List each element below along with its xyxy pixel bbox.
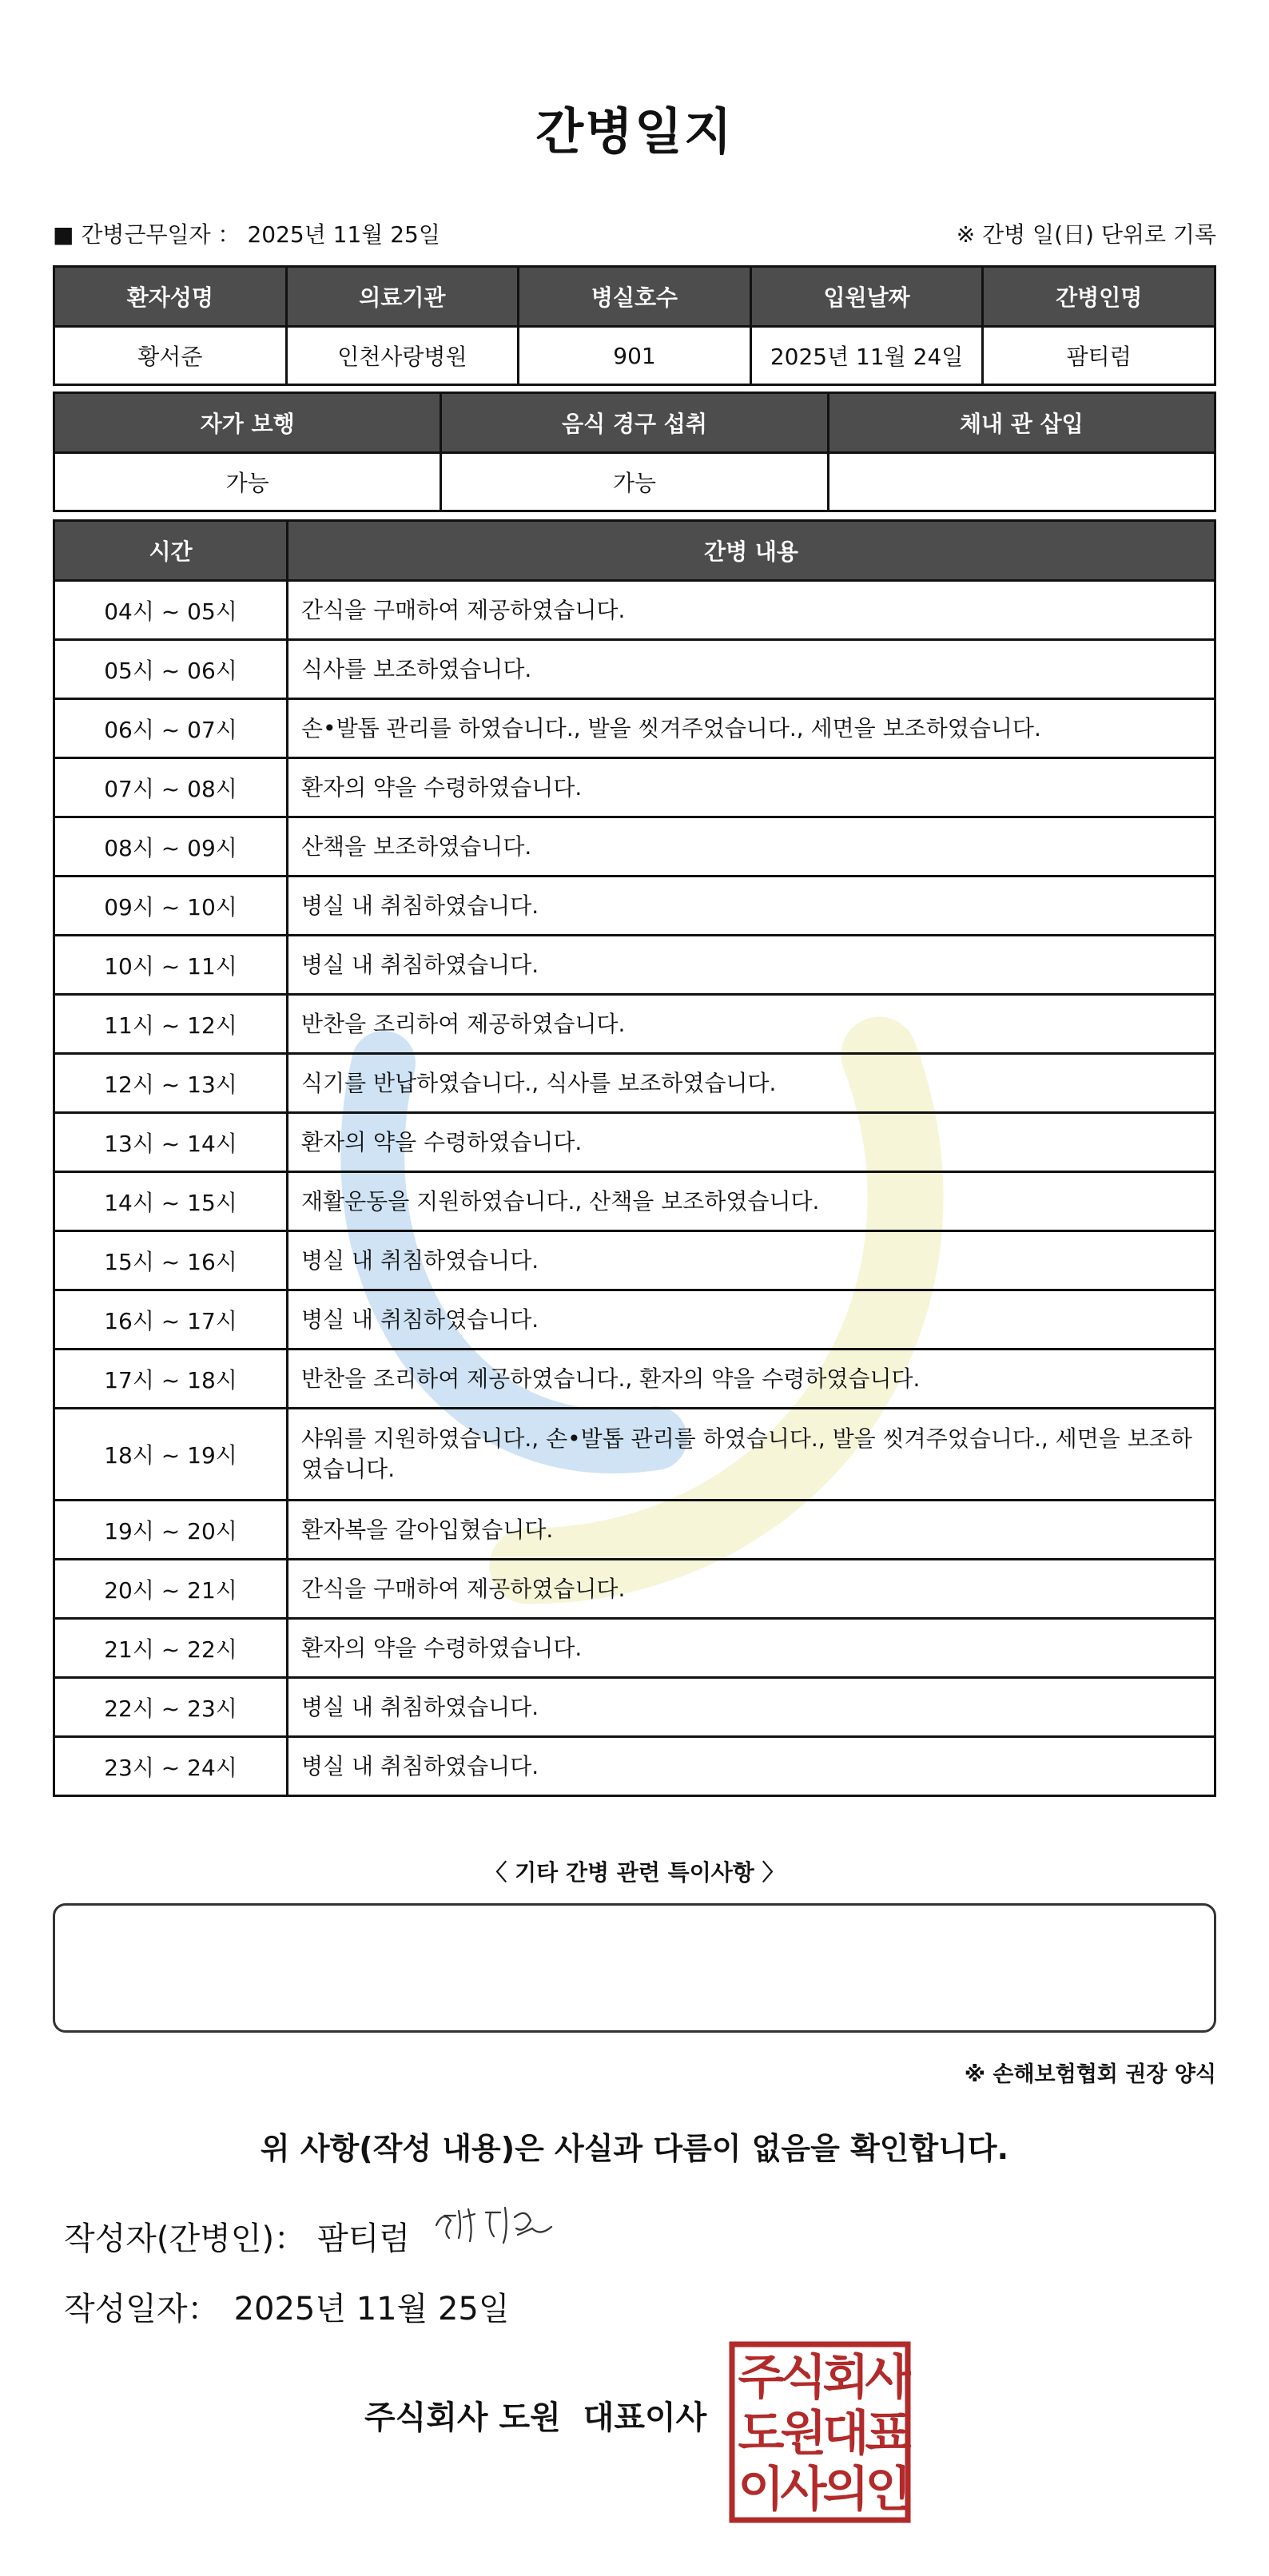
written-date-line xyxy=(64,2284,510,2329)
seal-character: 도 xyxy=(738,2406,785,2462)
admission-date: 2025년 11월 24일 xyxy=(750,327,983,385)
company-representative: 대표이사 xyxy=(583,2399,707,2436)
care-log-content: 병실 내 취침하였습니다. xyxy=(288,936,1215,995)
care-log-row xyxy=(54,699,1215,758)
care-log-time: 16시 ~ 17시 xyxy=(54,1290,288,1350)
care-log-row xyxy=(54,1231,1215,1290)
patient-header-caregiver: 간병인명 xyxy=(983,267,1215,327)
care-log-row xyxy=(54,1113,1215,1172)
caregiver-name: 팜티럼 xyxy=(983,327,1215,385)
seal-character: 사 xyxy=(780,2462,827,2518)
status-header-tube: 체내 관 삽입 xyxy=(828,393,1215,453)
company-name: 주식회사 도원 xyxy=(364,2399,561,2436)
care-log-header-time: 시간 xyxy=(54,521,288,581)
care-log-time: 08시 ~ 09시 xyxy=(54,817,288,877)
written-date-value: 2025년 11월 25일 xyxy=(233,2291,510,2328)
seal-character: 회 xyxy=(822,2350,869,2406)
writer-line xyxy=(64,2213,410,2259)
patient-header-hospital: 의료기관 xyxy=(286,267,519,327)
status-oral-intake: 가능 xyxy=(441,453,828,511)
care-log-row xyxy=(54,1350,1215,1409)
care-log-row xyxy=(54,1409,1215,1501)
care-log-time: 19시 ~ 20시 xyxy=(54,1501,288,1560)
care-log-content: 간식을 구매하여 제공하였습니다. xyxy=(288,581,1215,640)
document-title: 간병일지 xyxy=(535,102,734,161)
patient-name: 황서준 xyxy=(54,327,287,385)
seal-character: 인 xyxy=(865,2462,911,2518)
care-log-row xyxy=(54,1290,1215,1350)
care-log-time: 17시 ~ 18시 xyxy=(54,1350,288,1409)
care-log-row xyxy=(54,758,1215,817)
care-log-content: 재활운동을 지원하였습니다., 산책을 보조하였습니다. xyxy=(288,1172,1215,1231)
work-date-value: 2025년 11월 25일 xyxy=(247,221,440,248)
care-log-time: 15시 ~ 16시 xyxy=(54,1231,288,1290)
patient-status-table xyxy=(53,392,1216,512)
care-log-time: 23시 ~ 24시 xyxy=(54,1737,288,1796)
care-log-time: 22시 ~ 23시 xyxy=(54,1678,288,1737)
record-unit-note: ※ 간병 일(日) 단위로 기록 xyxy=(956,221,1216,248)
status-tube xyxy=(828,453,1215,511)
remarks-title: 〈 기타 간병 관련 특이사항 〉 xyxy=(484,1859,785,1886)
status-walking: 가능 xyxy=(54,453,441,511)
company-seal xyxy=(729,2341,911,2523)
remarks-box xyxy=(53,1903,1216,2033)
care-log-header-content: 간병 내용 xyxy=(288,521,1215,581)
care-log-content: 샤워를 지원하였습니다., 손•발톱 관리를 하였습니다., 발을 씻겨주었습니다., 세면을 보조하였습니다. xyxy=(288,1409,1215,1501)
patient-info-table xyxy=(53,265,1216,386)
handwritten-signature xyxy=(428,2193,572,2257)
company-line xyxy=(364,2392,706,2438)
written-date-label: 작성일자： xyxy=(64,2291,220,2328)
care-log-content: 간식을 구매하여 제공하였습니다. xyxy=(288,1560,1215,1619)
work-date xyxy=(53,217,440,249)
status-header-oral-intake: 음식 경구 섭취 xyxy=(441,393,828,453)
seal-character: 의 xyxy=(822,2462,869,2518)
writer-name: 팜티럼 xyxy=(317,2220,410,2257)
seal-character: 사 xyxy=(865,2350,911,2406)
care-log-time: 07시 ~ 08시 xyxy=(54,758,288,817)
seal-character: 원 xyxy=(780,2406,827,2462)
care-log-content: 병실 내 취침하였습니다. xyxy=(288,877,1215,936)
care-log-row xyxy=(54,1054,1215,1113)
care-log-content: 환자의 약을 수령하였습니다. xyxy=(288,1113,1215,1172)
care-log-content: 반찬을 조리하여 제공하였습니다. xyxy=(288,995,1215,1054)
care-log-row xyxy=(54,995,1215,1054)
care-log-row xyxy=(54,640,1215,699)
care-log-content: 환자의 약을 수령하였습니다. xyxy=(288,758,1215,817)
seal-character: 식 xyxy=(780,2350,827,2406)
care-log-time: 09시 ~ 10시 xyxy=(54,877,288,936)
seal-characters xyxy=(738,2350,911,2518)
care-log-row xyxy=(54,1172,1215,1231)
care-log-content: 식사를 보조하였습니다. xyxy=(288,640,1215,699)
care-log-content: 반찬을 조리하여 제공하였습니다., 환자의 약을 수령하였습니다. xyxy=(288,1350,1215,1409)
care-log-time: 20시 ~ 21시 xyxy=(54,1560,288,1619)
care-log-time: 05시 ~ 06시 xyxy=(54,640,288,699)
seal-character: 주 xyxy=(738,2350,785,2406)
status-header-walking: 자가 보행 xyxy=(54,393,441,453)
care-log-time: 10시 ~ 11시 xyxy=(54,936,288,995)
care-log-row xyxy=(54,581,1215,640)
care-log-time: 13시 ~ 14시 xyxy=(54,1113,288,1172)
care-log-time: 06시 ~ 07시 xyxy=(54,699,288,758)
care-log-content: 환자의 약을 수령하였습니다. xyxy=(288,1619,1215,1678)
care-log-content: 산책을 보조하였습니다. xyxy=(288,817,1215,877)
care-log-row xyxy=(54,1560,1215,1619)
meta-row xyxy=(53,217,1216,252)
care-log-row xyxy=(54,877,1215,936)
care-log-content: 병실 내 취침하였습니다. xyxy=(288,1290,1215,1350)
care-log-content: 병실 내 취침하였습니다. xyxy=(288,1737,1215,1796)
care-log-content: 병실 내 취침하였습니다. xyxy=(288,1231,1215,1290)
seal-character: 대 xyxy=(822,2406,869,2462)
care-log-time: 04시 ~ 05시 xyxy=(54,581,288,640)
care-log-time: 14시 ~ 15시 xyxy=(54,1172,288,1231)
form-note: ※ 손해보험협회 권장 양식 xyxy=(964,2062,1216,2087)
care-log-table xyxy=(53,519,1216,1797)
care-log-row xyxy=(54,1737,1215,1796)
work-date-label: ■ 간병근무일자 ： xyxy=(53,221,241,248)
care-log-content: 병실 내 취침하였습니다. xyxy=(288,1678,1215,1737)
seal-character: 표 xyxy=(865,2406,911,2462)
care-log-row xyxy=(54,1619,1215,1678)
room-number: 901 xyxy=(519,327,751,385)
care-log-time: 21시 ~ 22시 xyxy=(54,1619,288,1678)
care-log-content: 식기를 반납하였습니다., 식사를 보조하였습니다. xyxy=(288,1054,1215,1113)
patient-header-room: 병실호수 xyxy=(519,267,751,327)
hospital-name: 인천사랑병원 xyxy=(286,327,519,385)
care-log-time: 11시 ~ 12시 xyxy=(54,995,288,1054)
care-log-row xyxy=(54,1501,1215,1560)
care-log-time: 18시 ~ 19시 xyxy=(54,1409,288,1501)
care-log-time: 12시 ~ 13시 xyxy=(54,1054,288,1113)
patient-header-admission: 입원날짜 xyxy=(750,267,983,327)
care-log-row xyxy=(54,817,1215,877)
care-log-row xyxy=(54,936,1215,995)
care-log-content: 손•발톱 관리를 하였습니다., 발을 씻겨주었습니다., 세면을 보조하였습니다. xyxy=(288,699,1215,758)
confirmation-statement: 위 사항(작성 내용)은 사실과 다름이 없음을 확인합니다. xyxy=(260,2131,1009,2166)
patient-header-name: 환자성명 xyxy=(54,267,287,327)
care-log-row xyxy=(54,1678,1215,1737)
seal-character: 이 xyxy=(738,2462,785,2518)
care-log-content: 환자복을 갈아입혔습니다. xyxy=(288,1501,1215,1560)
writer-label: 작성자(간병인)： xyxy=(64,2220,307,2257)
